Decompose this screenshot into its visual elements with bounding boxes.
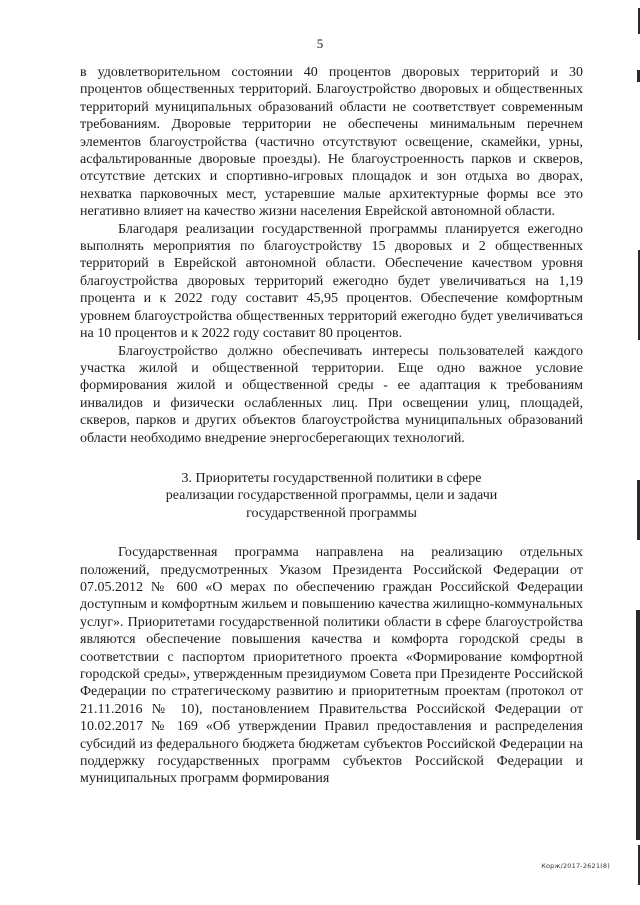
document-body — [80, 64, 583, 788]
paragraph-priorities: Государственная программа направлена на реализацию отдельных положений, предусмотренных Указом Президента Российской Федерации от 07.05.2012 № 600 «О мерах по обеспечению граждан Российской Федерации доступным и комфортным жильем и повышению качества жилищно-коммунальных услуг». Приоритетами государственной политики области в сфере благоустройства являются обеспечение повышения качества и комфорта городской среды в соответствии с паспортом приоритетного проекта «Формирование комфортной городской среды», утвержденным президиумом Совета при Президенте Российской Федерации по стратегическому развитию и приоритетным проектам (протокол от 21.11.2016 № 10), постановлением Правительства Российской Федерации от 10.02.2017 № 169 «Об утверждении Правил предоставления и распределения субсидий из федерального бюджета бюджетам субъектов Российской Федерации на поддержку государственных программ субъектов Российской Федерации и муниципальных программ формирования — [80, 545, 583, 787]
paragraph-continuation: в удовлетворительном состоянии 40 процентов дворовых территорий и 30 процентов общественных территорий. Благоустройство дворовых и общественных территорий муниципальных образований области не соответствует современным требованиям. Дворовые территории не обеспечены минимальным перечнем элементов благоустройства (частично отсутствуют освещение, скамейки, урны, асфальтированные дворовые проезды). Не благоустроенность парков и скверов, отсутствие детских и спортивно-игровых площадок и зон отдыха во дворах, нехватка парковочных мест, устаревшие малые архитектурные формы все это негативно влияет на качество жизни населения Еврейской автономной области. — [80, 65, 583, 220]
document-code: Корж/2017-2621(8) — [541, 862, 610, 870]
paragraph-accessibility: Благоустройство должно обеспечивать интересы пользователей каждого участка жилой и общественной территории. Еще одно важное условие формирования жилой и общественной среды - ее адаптация к требованиям инвалидов и физически ослабленных лиц. При освещении улиц, площадей, скверов, парков и других объектов благоустройства муниципальных образований области необходимо внедрение энергосберегающих технологий. — [80, 343, 583, 446]
scan-edge-mark — [636, 610, 640, 840]
section-heading: 3. Приоритеты государственной политики в сфере реализации государственной программы, цели и задачи государственной программы — [165, 470, 498, 521]
paragraph-program-plans: Благодаря реализации государственной программы планируется ежегодно выполнять мероприятия по благоустройству 15 дворовых и 2 общественных территорий в Еврейской автономной области. Обеспечение качеством уровня благоустройства дворовых территорий ежегодно будет увеличиваться на 1,19 процента и к 2022 году составит 45,95 процентов. Обеспечение комфортным уровнем благоустройства общественных территорий ежегодно будет увеличиваться на 10 процентов и к 2022 году составит 80 процентов. — [80, 221, 583, 342]
page-number: 5 — [316, 36, 324, 51]
